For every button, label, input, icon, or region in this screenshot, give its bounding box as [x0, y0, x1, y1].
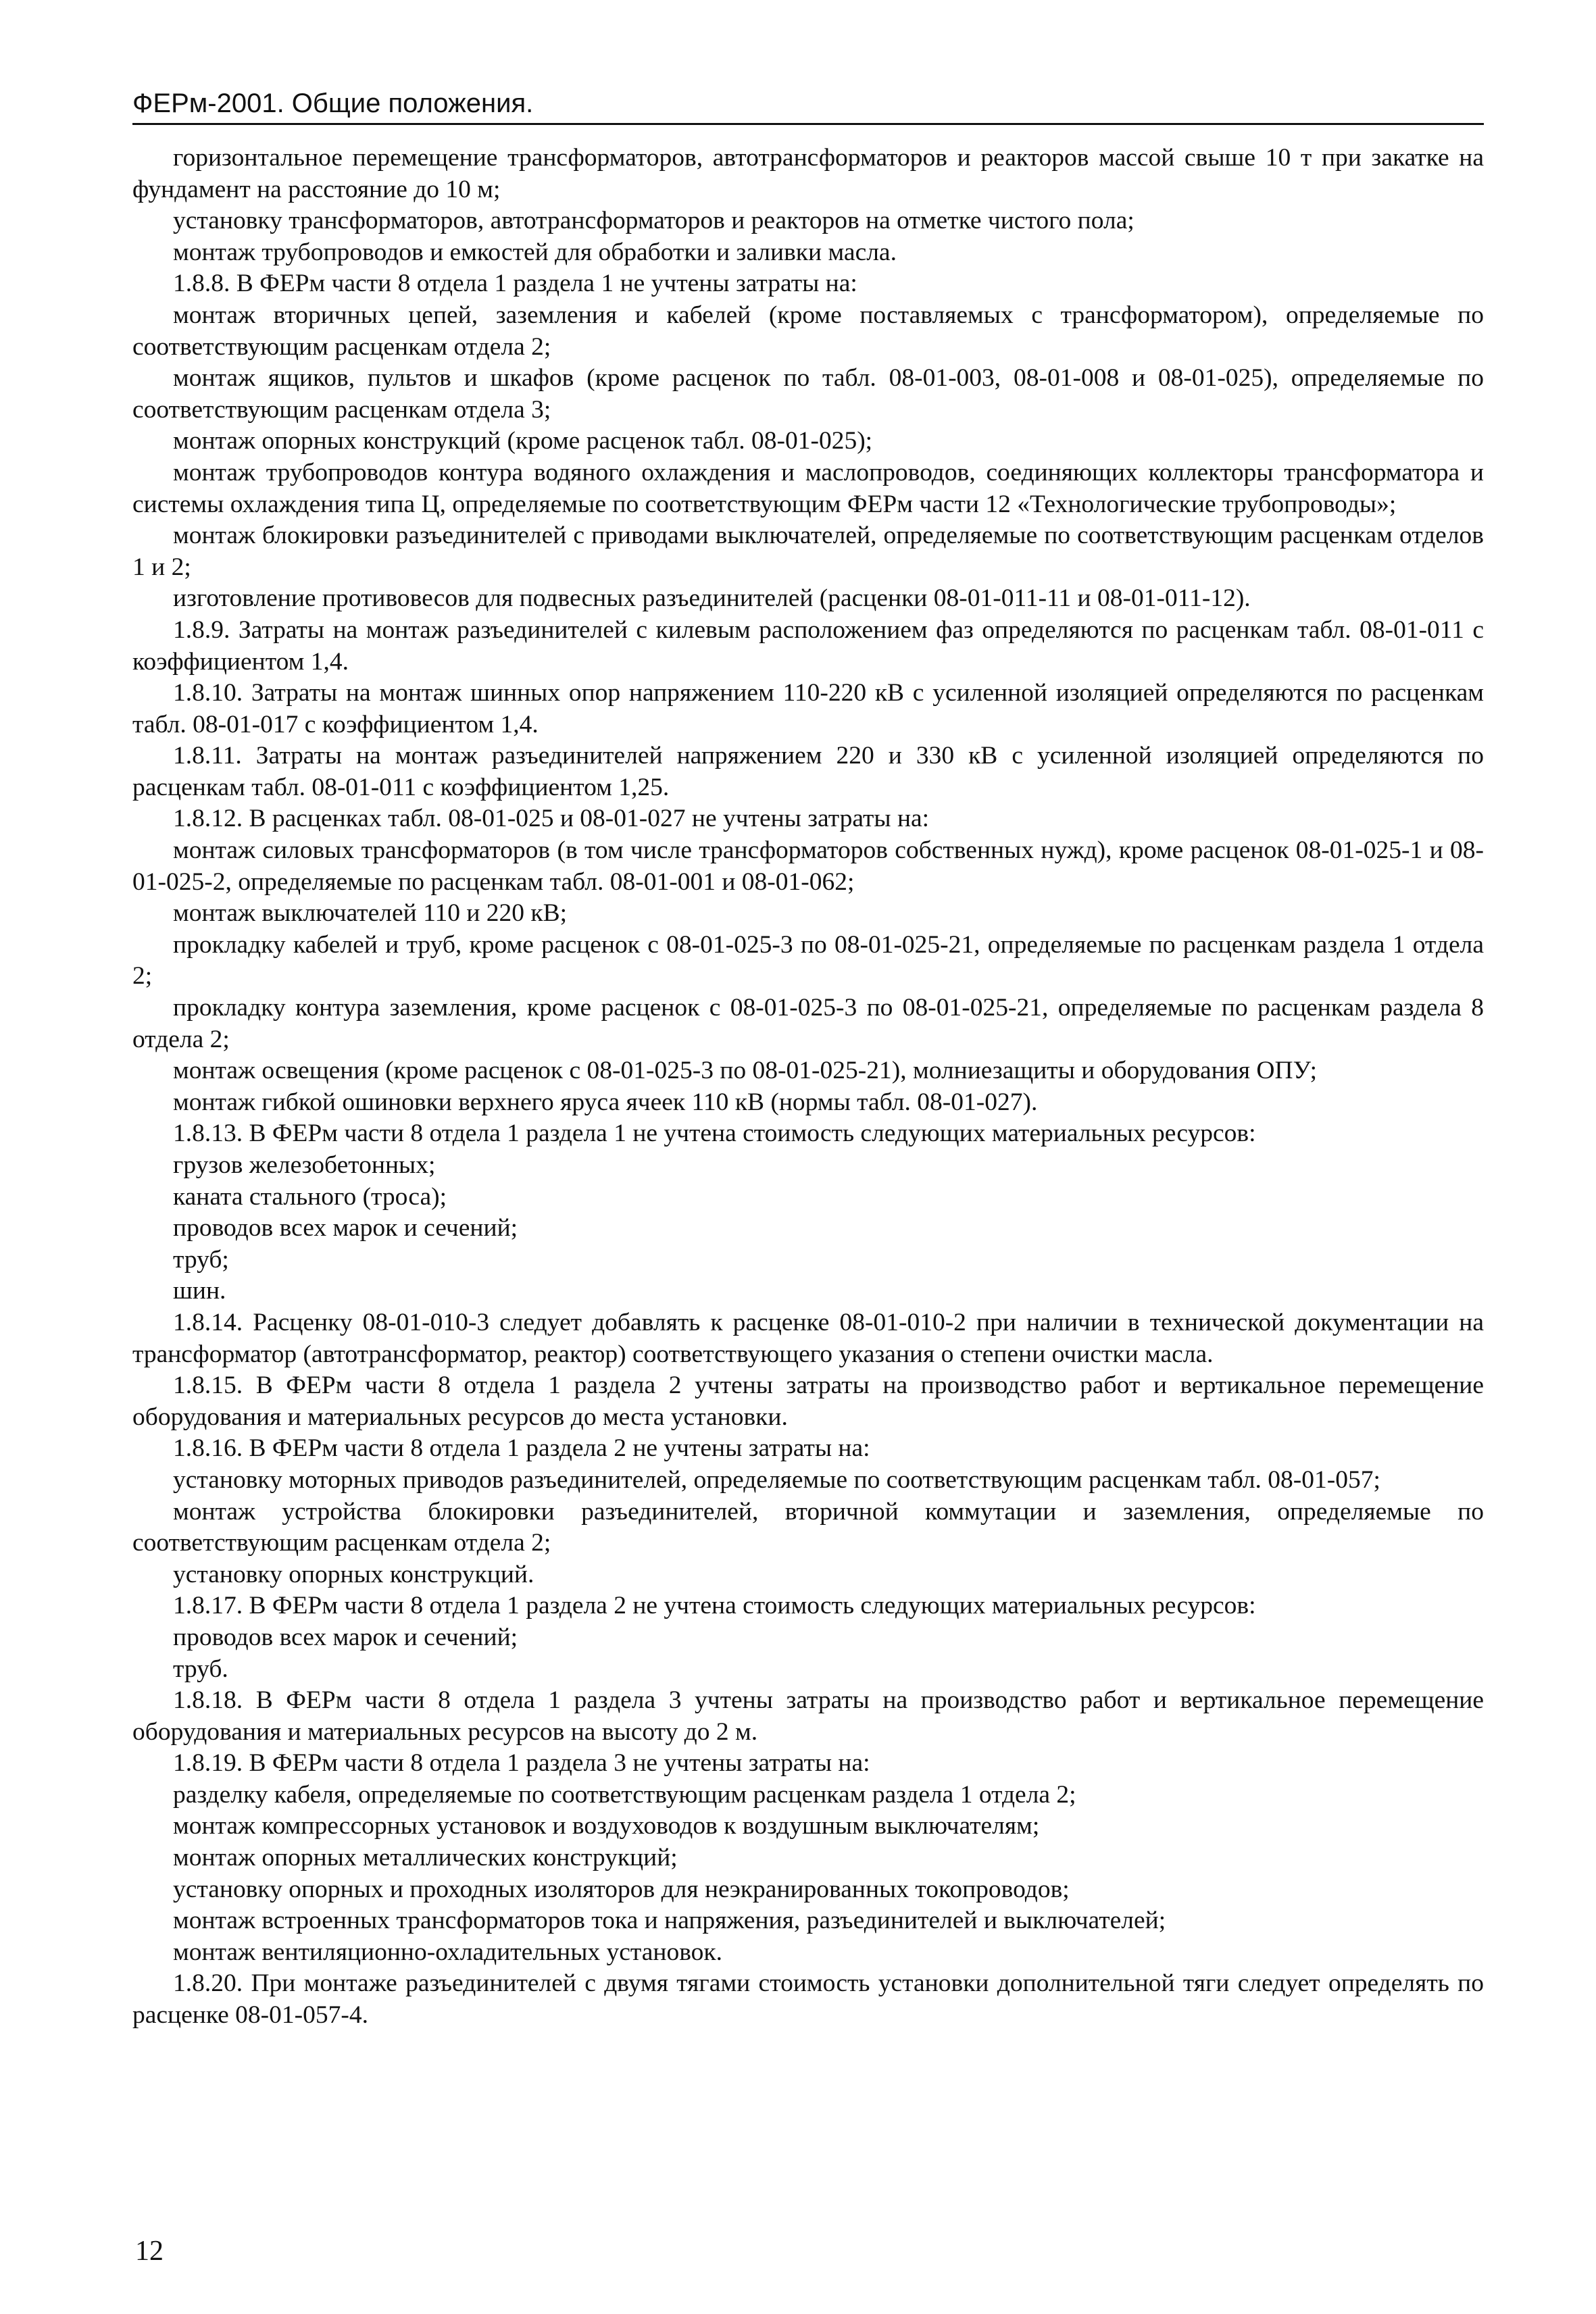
paragraph: грузов железобетонных; — [173, 1151, 436, 1179]
paragraph: монтаж освещения (кроме расценок с 08-01-025-3 по 08-01-025-21), молниезащиты и оборудования ОПУ; — [173, 1057, 1318, 1085]
paragraph: 1.8.14. Расценку 08-01-010-3 следует добавлять к расценке 08-01-010-2 при наличии в технической документации на трансформатор (автотрансформатор, реактор) соответствующего указания о степени очистки масла. — [132, 1308, 1484, 1368]
paragraph: монтаж трубопроводов контура водяного охлаждения и маслопроводов, соединяющих коллекторы трансформатора и системы охлаждения типа Ц, определяемые по соответствующим ФЕРм части 12 «Технологические трубопроводы»; — [132, 458, 1484, 518]
paragraph: прокладку кабелей и труб, кроме расценок с 08-01-025-3 по 08-01-025-21, определяемые по расценкам раздела 1 отдела 2; — [132, 930, 1484, 990]
paragraph: 1.8.19. В ФЕРм части 8 отдела 1 раздела 3 не учтены затраты на: — [173, 1749, 870, 1778]
paragraph: 1.8.11. Затраты на монтаж разъединителей напряжением 220 и 330 кВ с усиленной изоляцией определяются по расценкам табл. 08-01-011 с коэффициентом 1,25. — [132, 742, 1484, 801]
paragraph: монтаж вторичных цепей, заземления и кабелей (кроме поставляемых с трансформатором), определяемые по соответствующим расценкам отдела 2; — [132, 301, 1484, 361]
paragraph: установку трансформаторов, автотрансформаторов и реакторов на отметке чистого пола; — [173, 207, 1134, 235]
paragraph: 1.8.10. Затраты на монтаж шинных опор напряжением 110-220 кВ с усиленной изоляцией определяются по расценкам табл. 08-01-017 с коэффициентом 1,4. — [132, 679, 1484, 738]
paragraph: монтаж блокировки разъединителей с приводами выключателей, определяемые по соответствующим расценкам отделов 1 и 2; — [132, 522, 1484, 581]
paragraph: 1.8.18. В ФЕРм части 8 отдела 1 раздела 3 учтены затраты на производство работ и вертикальное перемещение оборудования и материальных ресурсов на высоту до 2 м. — [132, 1686, 1484, 1746]
paragraph: установку опорных и проходных изоляторов для неэкранированных токопроводов; — [173, 1875, 1070, 1903]
paragraph: изготовление противовесов для подвесных разъединителей (расценки 08-01-011-11 и 08-01-011-12). — [173, 584, 1251, 613]
paragraph: 1.8.8. В ФЕРм части 8 отдела 1 раздела 1 не учтены затраты на: — [173, 270, 857, 298]
paragraph: 1.8.9. Затраты на монтаж разъединителей с килевым расположением фаз определяются по расценкам табл. 08-01-011 с коэффициентом 1,4. — [132, 615, 1484, 676]
paragraph: проводов всех марок и сечений; — [173, 1623, 518, 1651]
paragraph: шин. — [173, 1277, 226, 1305]
header-title: ФЕРм-2001. Общие положения. — [132, 89, 534, 118]
paragraph: разделку кабеля, определяемые по соответствующим расценкам раздела 1 отдела 2; — [173, 1780, 1076, 1809]
paragraph: труб. — [173, 1655, 228, 1683]
paragraph: монтаж трубопроводов и емкостей для обработки и заливки масла. — [173, 238, 897, 266]
paragraph: 1.8.20. При монтаже разъединителей с двумя тягами стоимость установки дополнительной тяги следует определять по расценке 08-01-057-4. — [132, 1969, 1484, 2030]
paragraph: 1.8.17. В ФЕРм части 8 отдела 1 раздела 2 не учтена стоимость следующих материальных ресурсов: — [173, 1592, 1256, 1620]
paragraph: прокладку контура заземления, кроме расценок с 08-01-025-3 по 08-01-025-21, определяемые по расценкам раздела 8 отдела 2; — [132, 994, 1484, 1053]
paragraph: каната стального (троса); — [173, 1182, 447, 1211]
paragraph: 1.8.12. В расценках табл. 08-01-025 и 08-01-027 не учтены затраты на: — [173, 805, 930, 833]
paragraph: монтаж устройства блокировки разъединителей, вторичной коммутации и заземления, определяемые по соответствующим расценкам отдела 2; — [132, 1497, 1484, 1557]
running-header — [132, 81, 1484, 125]
paragraph: проводов всех марок и сечений; — [173, 1214, 518, 1242]
paragraph: горизонтальное перемещение трансформаторов, автотрансформаторов и реакторов массой свыше 10 т при закатке на фундамент на расстояние до 10 м; — [132, 144, 1484, 203]
paragraph: монтаж вентиляционно-охладительных установок. — [173, 1938, 723, 1966]
paragraph: монтаж силовых трансформаторов (в том числе трансформаторов собственных нужд), кроме расценок 08-01-025-1 и 08-01-025-2, определяемые по расценкам табл. 08-01-001 и 08-01-062; — [132, 836, 1484, 896]
paragraph: 1.8.15. В ФЕРм части 8 отдела 1 раздела 2 учтены затраты на производство работ и вертикальное перемещение оборудования и материальных ресурсов до места установки. — [132, 1372, 1484, 1431]
paragraph: 1.8.16. В ФЕРм части 8 отдела 1 раздела 2 не учтены затраты на: — [173, 1434, 870, 1463]
paragraph: монтаж компрессорных установок и воздуховодов к воздушным выключателям; — [173, 1812, 1040, 1840]
body-text — [132, 143, 1484, 2032]
paragraph: 1.8.13. В ФЕРм части 8 отдела 1 раздела 1 не учтена стоимость следующих материальных ресурсов: — [173, 1120, 1256, 1148]
paragraph: монтаж ящиков, пультов и шкафов (кроме расценок по табл. 08-01-003, 08-01-008 и 08-01-025), определяемые по соответствующим расценкам отдела 3; — [132, 364, 1484, 424]
paragraph: монтаж выключателей 110 и 220 кВ; — [173, 899, 568, 928]
paragraph: монтаж гибкой ошиновки верхнего яруса ячеек 110 кВ (нормы табл. 08-01-027). — [173, 1088, 1038, 1116]
paragraph: монтаж опорных конструкций (кроме расценок табл. 08-01-025); — [173, 427, 873, 455]
paragraph: установку опорных конструкций. — [173, 1560, 534, 1588]
paragraph: труб; — [173, 1245, 229, 1274]
paragraph: монтаж встроенных трансформаторов тока и напряжения, разъединителей и выключателей; — [173, 1907, 1166, 1935]
paragraph: установку моторных приводов разъединителей, определяемые по соответствующим расценкам табл. 08-01-057; — [173, 1465, 1380, 1494]
paragraph: монтаж опорных металлических конструкций; — [173, 1844, 678, 1872]
page-number: 12 — [135, 2236, 164, 2267]
